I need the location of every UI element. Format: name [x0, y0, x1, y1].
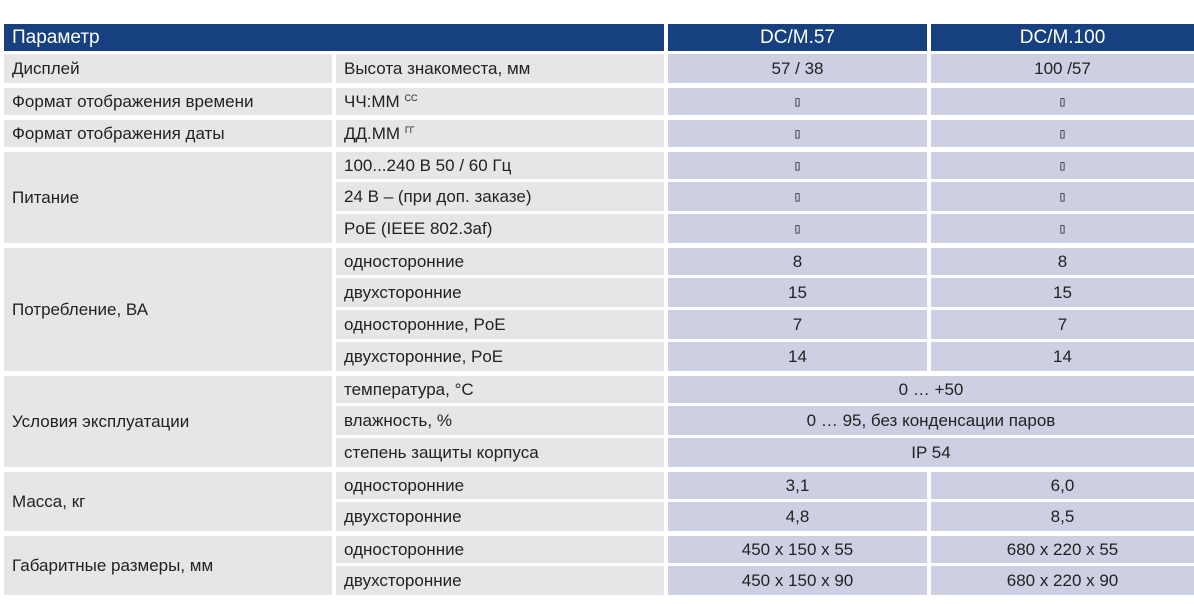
- value-model-100: 680 x 220 x 55: [931, 531, 1194, 563]
- value-model-57: 57 / 38: [668, 51, 931, 83]
- value-shared: 0 … 95, без конденсации паров: [668, 403, 1194, 435]
- value-model-57: 450 x 150 x 55: [668, 531, 931, 563]
- table-row: [4, 115, 1194, 147]
- time-format-sup: СС: [404, 92, 418, 103]
- value-model-100: 15: [931, 275, 1194, 307]
- check-mark-icon: ▯: [668, 211, 931, 243]
- sub-power-24v: 24 В – (при доп. заказе): [336, 179, 668, 211]
- date-format-sup: ГГ: [404, 124, 415, 135]
- value-model-100: 14: [931, 339, 1194, 371]
- sub-double-sided: двухсторонние: [336, 499, 668, 531]
- sub-single-sided: односторонние: [336, 531, 668, 563]
- spec-sheet: [4, 24, 1194, 595]
- param-dimensions: Габаритные размеры, мм: [4, 531, 336, 595]
- time-format-text: ЧЧ:ММ: [344, 91, 400, 111]
- value-shared: 0 … +50: [668, 371, 1194, 403]
- param-time-format: Формат отображения времени: [4, 83, 336, 115]
- check-mark-icon: ▯: [668, 115, 931, 147]
- value-model-100: 8: [931, 243, 1194, 275]
- check-mark-icon: ▯: [931, 147, 1194, 179]
- table-row: [4, 467, 1194, 499]
- param-mass: Масса, кг: [4, 467, 336, 531]
- param-date-format: Формат отображения даты: [4, 115, 336, 147]
- table-row: [4, 243, 1194, 275]
- value-model-57: 15: [668, 275, 931, 307]
- table-row: [4, 51, 1194, 83]
- table-row: [4, 147, 1194, 179]
- param-power: Питание: [4, 147, 336, 243]
- sub-double-sided: двухсторонние: [336, 275, 668, 307]
- value-model-57: 3,1: [668, 467, 931, 499]
- sub-double-sided-poe: двухсторонние, PoE: [336, 339, 668, 371]
- sub-char-height: Высота знакоместа, мм: [336, 51, 668, 83]
- sub-date-format: [336, 115, 668, 147]
- check-mark-icon: ▯: [931, 211, 1194, 243]
- sub-time-format: [336, 83, 668, 115]
- check-mark-icon: ▯: [931, 115, 1194, 147]
- check-mark-icon: ▯: [931, 83, 1194, 115]
- value-shared: IP 54: [668, 435, 1194, 467]
- sub-single-sided-poe: односторонние, PoE: [336, 307, 668, 339]
- param-display: Дисплей: [4, 51, 336, 83]
- check-mark-icon: ▯: [668, 179, 931, 211]
- header-param: Параметр: [4, 24, 668, 51]
- value-model-100: 6,0: [931, 467, 1194, 499]
- header-model-57: DC/M.57: [668, 24, 931, 51]
- table-row: [4, 531, 1194, 563]
- date-format-text: ДД.ММ: [344, 123, 401, 143]
- sub-power-poe: PoE (IEEE 802.3af): [336, 211, 668, 243]
- check-mark-icon: ▯: [931, 179, 1194, 211]
- sub-protection: степень защиты корпуса: [336, 435, 668, 467]
- sub-power-ac: 100...240 В 50 / 60 Гц: [336, 147, 668, 179]
- sub-single-sided: односторонние: [336, 467, 668, 499]
- param-conditions: Условия эксплуатации: [4, 371, 336, 467]
- value-model-100: 8,5: [931, 499, 1194, 531]
- value-model-57: 14: [668, 339, 931, 371]
- table-row: [4, 83, 1194, 115]
- value-model-100: 680 x 220 x 90: [931, 563, 1194, 595]
- value-model-57: 7: [668, 307, 931, 339]
- check-mark-icon: ▯: [668, 147, 931, 179]
- value-model-57: 450 x 150 x 90: [668, 563, 931, 595]
- spec-table: [4, 24, 1194, 595]
- sub-double-sided: двухсторонние: [336, 563, 668, 595]
- value-model-100: 7: [931, 307, 1194, 339]
- sub-single-sided: односторонние: [336, 243, 668, 275]
- table-row: [4, 371, 1194, 403]
- check-mark-icon: ▯: [668, 83, 931, 115]
- value-model-57: 8: [668, 243, 931, 275]
- sub-humidity: влажность, %: [336, 403, 668, 435]
- param-consumption: Потребление, ВА: [4, 243, 336, 371]
- sub-temperature: температура, °С: [336, 371, 668, 403]
- header-row: [4, 24, 1194, 51]
- value-model-100: 100 /57: [931, 51, 1194, 83]
- value-model-57: 4,8: [668, 499, 931, 531]
- header-model-100: DC/M.100: [931, 24, 1194, 51]
